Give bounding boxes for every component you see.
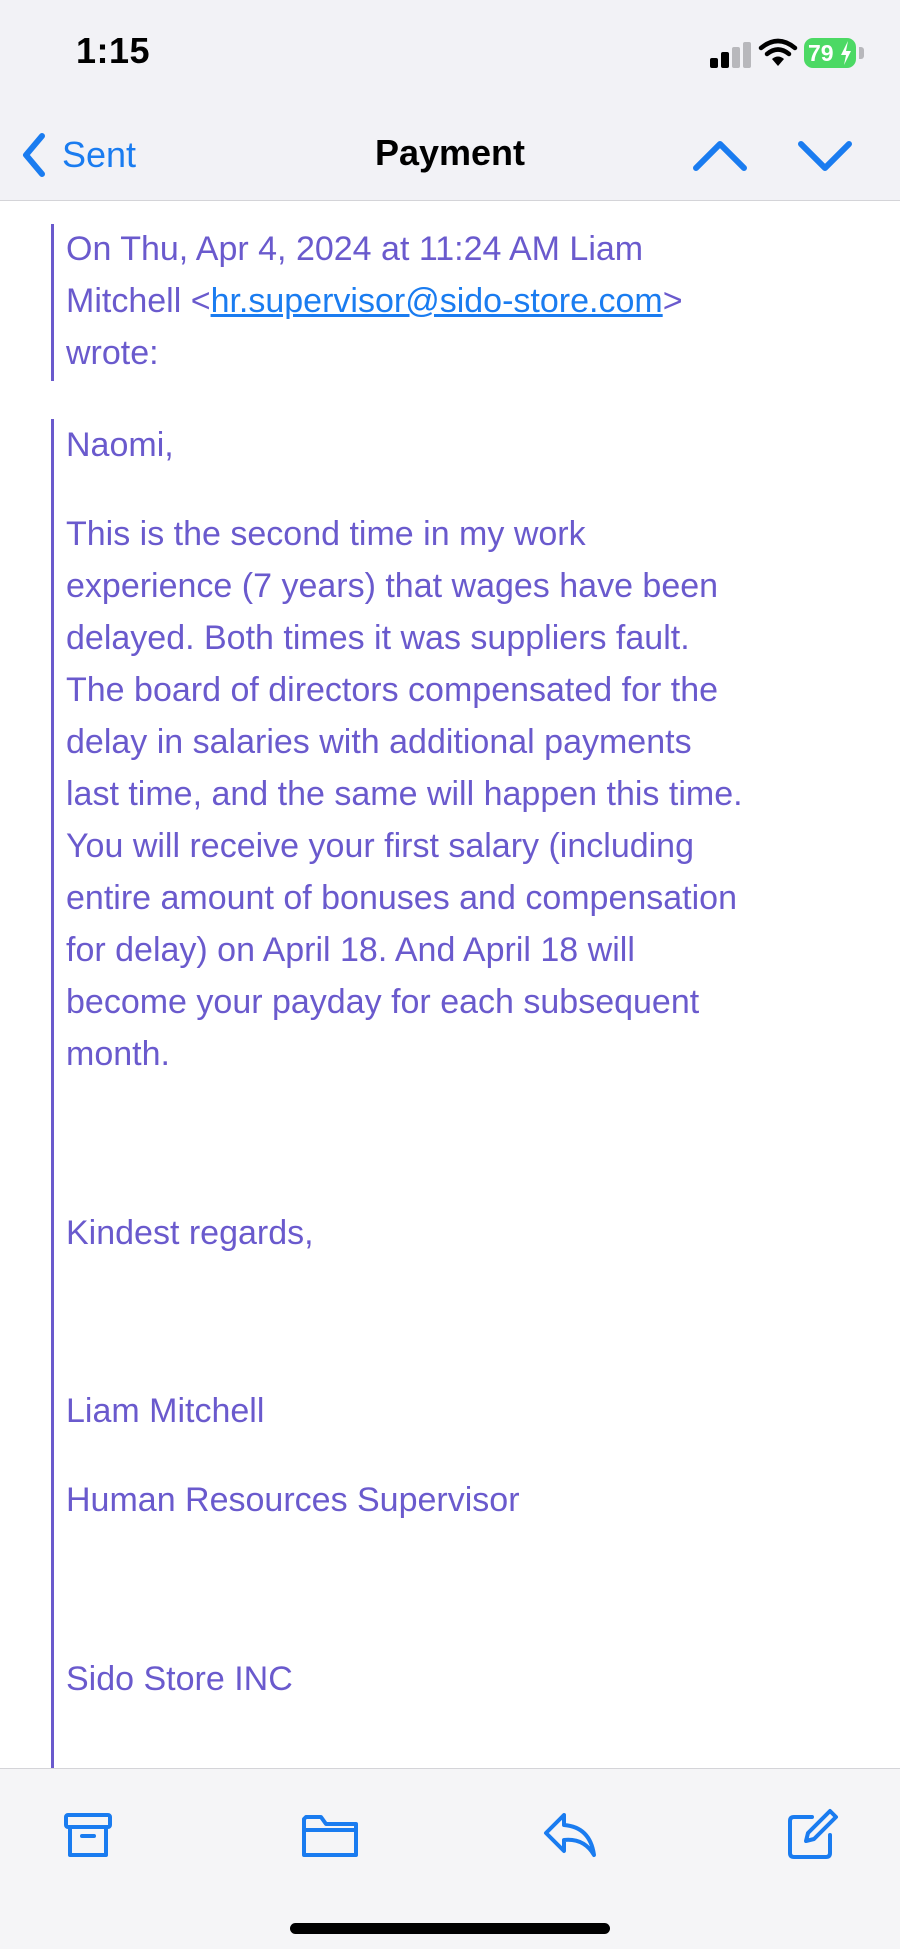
- message-line: experience (7 years) that wages have been: [66, 567, 719, 605]
- message-line: You will receive your first salary (including: [66, 827, 695, 865]
- status-bar: [0, 0, 900, 110]
- quoted-header-line: [66, 275, 866, 327]
- navigation-bar: [0, 110, 900, 201]
- status-time: 1:15: [76, 30, 151, 71]
- next-message-button[interactable]: [795, 128, 855, 182]
- battery-icon: [804, 38, 856, 68]
- charging-bolt-icon: [839, 40, 853, 66]
- message-line: entire amount of bonuses and compensation: [66, 879, 738, 917]
- compose-button[interactable]: [782, 1805, 842, 1865]
- sender-name-part: Mitchell <: [66, 282, 211, 320]
- signature-title: Human Resources Supervisor: [66, 1481, 520, 1519]
- folder-icon: [300, 1805, 360, 1865]
- message-line: month.: [66, 1035, 170, 1073]
- sender-email-link[interactable]: hr.supervisor@sido-store.com: [210, 282, 663, 320]
- archive-icon: [58, 1805, 118, 1865]
- reply-icon: [540, 1805, 600, 1865]
- chevron-down-icon: [795, 128, 855, 182]
- move-to-folder-button[interactable]: [300, 1805, 360, 1865]
- message-line: The board of directors compensated for the: [66, 671, 719, 709]
- previous-message-button[interactable]: [690, 128, 750, 182]
- message-line: last time, and the same will happen this time.: [66, 775, 743, 813]
- battery-cap: [859, 47, 864, 59]
- cellular-signal-icon: [710, 42, 754, 68]
- back-button[interactable]: [22, 130, 136, 180]
- quoted-header: [66, 223, 866, 379]
- message-line: delay in salaries with additional payments: [66, 723, 692, 761]
- message-line: become your payday for each subsequent: [66, 983, 700, 1021]
- reply-button[interactable]: [540, 1805, 600, 1865]
- archive-button[interactable]: [58, 1805, 118, 1865]
- quote-bar-header: [51, 224, 54, 381]
- wifi-icon: [758, 38, 798, 68]
- quoted-header-line: On Thu, Apr 4, 2024 at 11:24 AM Liam: [66, 230, 644, 268]
- message-paragraph: [66, 508, 866, 1080]
- compose-icon: [782, 1805, 842, 1865]
- battery-level: 79: [808, 40, 834, 66]
- closing: Kindest regards,: [66, 1214, 314, 1252]
- chevron-up-icon: [690, 128, 750, 182]
- page-title: Payment: [374, 132, 526, 173]
- quoted-header-line: wrote:: [66, 334, 159, 372]
- back-button-label: Sent: [62, 134, 137, 175]
- greeting: Naomi,: [66, 426, 174, 464]
- signature-name: Liam Mitchell: [66, 1392, 265, 1430]
- home-indicator: [290, 1923, 610, 1934]
- message-line: for delay) on April 18. And April 18 will: [66, 931, 635, 969]
- message-line: delayed. Both times it was suppliers fault.: [66, 619, 690, 657]
- message-line: This is the second time in my work: [66, 515, 586, 553]
- email-body: [0, 201, 900, 1768]
- quote-bar-body: [51, 419, 54, 1768]
- sender-email-close: >: [662, 282, 683, 320]
- chevron-left-icon: [22, 133, 46, 177]
- signature-company: Sido Store INC: [66, 1660, 293, 1698]
- bottom-toolbar: [0, 1768, 900, 1949]
